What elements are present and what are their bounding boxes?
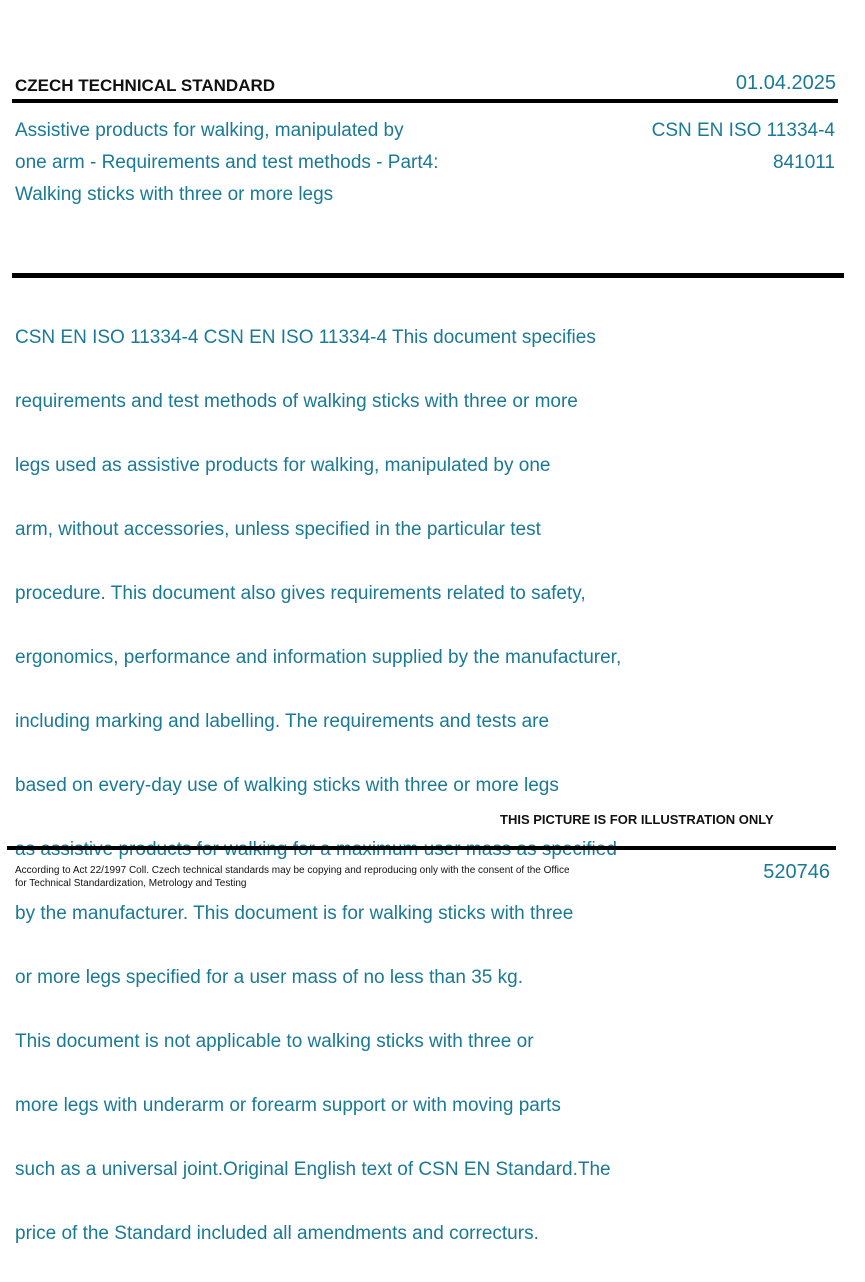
document-type-label: CZECH TECHNICAL STANDARD xyxy=(15,76,276,95)
body-line: more legs with underarm or forearm support or with moving parts xyxy=(15,1095,561,1116)
standard-codes xyxy=(652,115,835,179)
classification-number: 841011 xyxy=(773,152,835,173)
body-line: legs used as assistive products for walking, manipulated by one xyxy=(15,455,551,476)
title-line: Assistive products for walking, manipulated by xyxy=(15,120,404,141)
footer-divider xyxy=(7,846,836,850)
body-line: requirements and test methods of walking sticks with three or more xyxy=(15,391,578,412)
title-line: one arm - Requirements and test methods - Part4: xyxy=(15,152,439,173)
copyright-note xyxy=(15,864,590,890)
standard-title xyxy=(15,115,535,211)
body-line: based on every-day use of walking sticks with three or more legs xyxy=(15,775,559,796)
body-line: ergonomics, performance and information supplied by the manufacturer, xyxy=(15,647,622,668)
header-divider xyxy=(12,99,838,103)
body-line: price of the Standard included all amendments and correcturs. xyxy=(15,1223,539,1244)
body-line xyxy=(15,834,735,866)
standard-description xyxy=(15,290,735,1282)
title-divider xyxy=(12,273,844,278)
copyright-line: for Technical Standardization, Metrology and Testing xyxy=(15,878,247,889)
illustration-note: THIS PICTURE IS FOR ILLUSTRATION ONLY xyxy=(500,812,774,827)
catalog-number: 520746 xyxy=(763,861,830,883)
body-line: or more legs specified for a user mass of no less than 35 kg. xyxy=(15,967,523,988)
body-line: arm, without accessories, unless specified in the particular test xyxy=(15,519,541,540)
title-line: Walking sticks with three or more legs xyxy=(15,184,334,205)
publication-date: 01.04.2025 xyxy=(735,72,836,94)
body-line: procedure. This document also gives requirements related to safety, xyxy=(15,583,586,604)
body-line: CSN EN ISO 11334-4 CSN EN ISO 11334-4 This document specifies xyxy=(15,327,596,348)
standard-number: CSN EN ISO 11334-4 xyxy=(651,120,835,141)
body-line: by the manufacturer. This document is for walking sticks with three xyxy=(15,903,574,924)
body-line: such as a universal joint.Original English text of CSN EN Standard.The xyxy=(15,1159,611,1180)
copyright-line: According to Act 22/1997 Coll. Czech technical standards may be copying and reproducing only with the consent of the Office xyxy=(15,865,570,876)
body-line: This document is not applicable to walking sticks with three or xyxy=(15,1031,534,1052)
body-line: including marking and labelling. The requirements and tests are xyxy=(15,711,550,732)
